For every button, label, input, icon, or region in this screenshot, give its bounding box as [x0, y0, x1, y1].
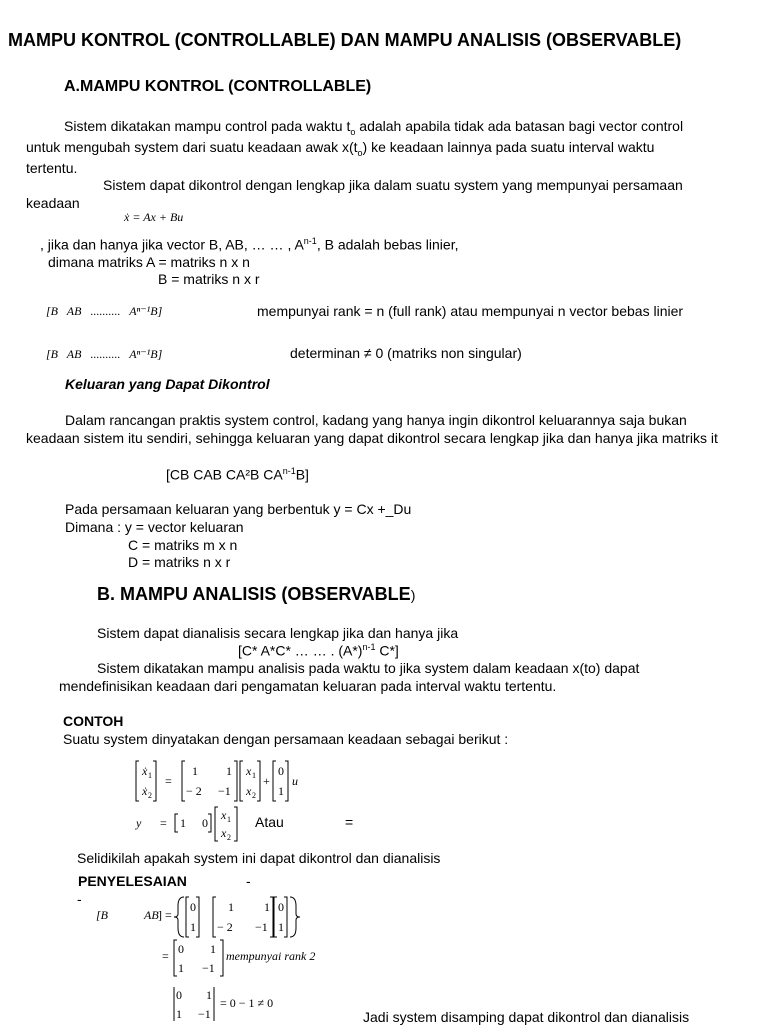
paragraph-4-line-1: Pada persamaan keluaran yang berbentuk y = Cx +_Du: [65, 501, 412, 517]
svg-text:=: =: [165, 774, 172, 788]
svg-text:0: 0: [176, 988, 182, 1002]
superscript: n-1: [362, 642, 376, 652]
svg-text:x: x: [246, 764, 252, 778]
text: [CB CAB CA²B CA: [166, 466, 283, 483]
svg-text:] =: ] =: [158, 908, 172, 922]
svg-text:1: 1: [228, 900, 234, 914]
state-space-equation: [130, 758, 330, 806]
subscript: o: [357, 147, 363, 158]
paragraph-4-line-4: D = matriks n x r: [128, 554, 231, 570]
svg-text:−1: −1: [255, 920, 268, 934]
heading-paren: ): [410, 587, 416, 603]
svg-text:−1: −1: [218, 784, 231, 798]
section-a-heading: A.MAMPU KONTROL (CONTROLLABLE): [64, 78, 372, 95]
svg-text:x: x: [221, 808, 227, 822]
subheading-output-controllable: Keluaran yang Dapat Dikontrol: [65, 376, 270, 392]
paragraph-1-line-2: [26, 139, 654, 159]
svg-text:0: 0: [278, 900, 284, 914]
svg-text:0: 0: [178, 942, 184, 956]
condition-line: [40, 236, 458, 253]
paragraph-4-line-2: Dimana : y = vector keluaran: [65, 519, 244, 535]
paragraph-2-line-1: Sistem dapat dikontrol dengan lengkap jika dalam suatu system yang mempunyai persamaan: [103, 177, 683, 193]
subscript: o: [350, 126, 356, 137]
svg-text:1: 1: [178, 961, 184, 975]
dash: -: [77, 891, 82, 907]
svg-text:2: 2: [252, 791, 256, 800]
rank-text: mempunyai rank = n (full rank) atau mempunyai n vector bebas linier: [257, 303, 684, 319]
svg-text:−1: −1: [198, 1007, 211, 1021]
svg-text:1: 1: [206, 988, 212, 1002]
equals-sign: =: [345, 814, 354, 830]
svg-text:AB: AB: [144, 908, 159, 922]
svg-text:ẋ: ẋ: [142, 784, 148, 798]
matrix-b-def: B = matriks n x r: [158, 271, 260, 287]
svg-text:1: 1: [210, 942, 216, 956]
controllability-matrix-computation: [90, 894, 310, 940]
svg-text:0: 0: [278, 764, 284, 778]
svg-text:− 2: − 2: [186, 784, 202, 798]
page-title: MAMPU KONTROL (CONTROLLABLE) DAN MAMPU ANALISIS (OBSERVABLE): [8, 30, 682, 50]
det-text: determinan ≠ 0 (matriks non singular): [290, 345, 522, 361]
example-heading: CONTOH: [63, 713, 124, 729]
rank-matrix: [B AB .......... Aⁿ⁻¹B]: [46, 304, 163, 318]
paragraph-1-line-3: tertentu.: [26, 160, 78, 176]
svg-text:1: 1: [148, 771, 152, 780]
svg-text:− 2: − 2: [217, 920, 233, 934]
solution-heading: PENYELESAIAN: [78, 873, 187, 889]
svg-text:=: =: [162, 949, 169, 963]
text: B]: [295, 466, 309, 483]
text: , jika dan hanya jika vector B, AB, … … , A: [40, 236, 304, 253]
svg-text:1: 1: [226, 764, 232, 778]
svg-text:2: 2: [227, 833, 231, 842]
svg-text:x: x: [221, 826, 227, 840]
svg-text:1: 1: [264, 900, 270, 914]
svg-text:ẋ: ẋ: [142, 764, 148, 778]
result-matrix-rank: [160, 938, 340, 978]
rank-label: mempunyai rank 2: [226, 949, 316, 963]
text: C*]: [375, 642, 399, 659]
svg-text:2: 2: [148, 791, 152, 800]
paragraph-4-line-3: C = matriks m x n: [128, 537, 238, 553]
svg-text:x: x: [246, 784, 252, 798]
section-b-heading: [97, 584, 415, 606]
state-equation: ẋ = Ax + Bu: [124, 210, 184, 224]
paragraph-3-line-1: Dalam rancangan praktis system control, kadang yang hanya ingin dikontrol keluarannya saja bukan: [65, 412, 687, 428]
svg-text:0: 0: [190, 900, 196, 914]
svg-text:[B: [B: [96, 908, 108, 922]
svg-text:1: 1: [252, 771, 256, 780]
output-equation: [130, 806, 250, 842]
paragraph-2-line-2: keadaan: [26, 195, 80, 211]
text: adalah apabila tidak ada batasan bagi vector control: [355, 118, 684, 134]
svg-text:+: +: [263, 774, 270, 788]
section-b-paragraph-2-line-1: Sistem dikatakan mampu analisis pada waktu to jika system dalam keadaan x(to) dapat: [97, 660, 640, 676]
matrix-a-def: dimana matriks A = matriks n x n: [48, 254, 250, 270]
paragraph-1-line-1: [64, 118, 683, 138]
svg-text:1: 1: [190, 920, 196, 934]
det-matrix: [B AB .......... Aⁿ⁻¹B]: [46, 347, 163, 361]
atau-label: Atau: [255, 814, 284, 830]
text: Sistem dikatakan mampu control pada waktu t: [64, 118, 351, 134]
text: ) ke keadaan lainnya pada suatu interval waktu: [362, 139, 655, 155]
superscript: n-1: [282, 466, 296, 476]
svg-text:y: y: [136, 816, 142, 830]
conclusion-text: Jadi system disamping dapat dikontrol dan dianalisis: [363, 1009, 690, 1025]
output-matrix: [166, 466, 309, 483]
det-result: = 0 − 1 ≠ 0: [220, 996, 274, 1010]
text: [C* A*C* … … . (A*): [238, 642, 363, 659]
paragraph-3-line-2: keadaan sistem itu sendiri, sehingga keluaran yang dapat dikontrol secara lengkap jika dan hanya jika matriks it: [26, 430, 718, 446]
svg-text:1: 1: [176, 1007, 182, 1021]
section-b-paragraph-2-line-2: mendefinisikan keadaan dari pengamatan keluaran pada interval waktu tertentu.: [59, 678, 557, 694]
svg-text:0: 0: [202, 816, 208, 830]
superscript: n-1: [303, 236, 317, 246]
text: , B adalah bebas linier,: [316, 236, 459, 253]
svg-text:1: 1: [278, 920, 284, 934]
observability-matrix: [238, 642, 399, 659]
determinant-computation: [168, 985, 328, 1025]
svg-text:1: 1: [227, 815, 231, 824]
section-b-paragraph-1: Sistem dapat dianalisis secara lengkap jika dan hanya jika: [97, 625, 459, 641]
dash: -: [246, 873, 251, 889]
example-intro: Suatu system dinyatakan dengan persamaan keadaan sebagai berikut :: [63, 731, 509, 747]
svg-text:−1: −1: [202, 961, 215, 975]
svg-text:1: 1: [180, 816, 186, 830]
text: untuk mengubah system dari suatu keadaan awak x(t: [26, 139, 358, 155]
svg-text:1: 1: [192, 764, 198, 778]
svg-text:1: 1: [278, 784, 284, 798]
heading-text: B. MAMPU ANALISIS (OBSERVABLE: [97, 584, 411, 604]
svg-text:=: =: [160, 816, 167, 830]
example-question: Selidikilah apakah system ini dapat dikontrol dan dianalisis: [77, 850, 441, 866]
svg-text:u: u: [292, 774, 298, 788]
